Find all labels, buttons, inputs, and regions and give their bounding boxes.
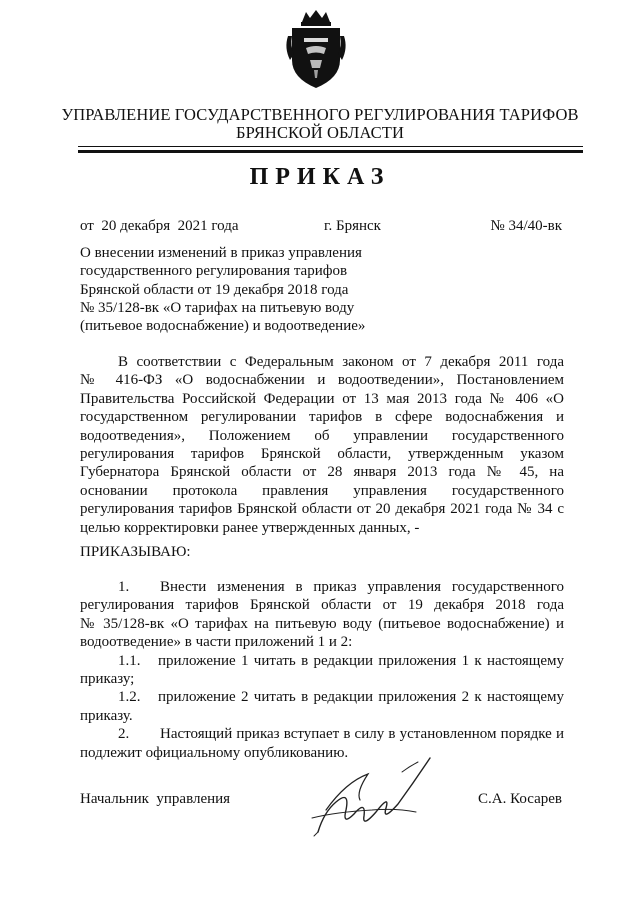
item-text: приложение 1 читать в редакции приложения 1 к настоящему [158, 652, 564, 669]
document-city: г. Брянск [324, 218, 381, 234]
item-text-line: приказу; [80, 671, 135, 688]
preamble-line: Губернатора Брянской области от 28 января 2013 года № 45, на [80, 464, 564, 481]
preamble-line: целью корректировки ранее утвержденных данных, - [80, 519, 420, 536]
document-date: от 20 декабря 2021 года [80, 218, 239, 234]
item-1 [80, 578, 564, 596]
preamble-paragraph [80, 353, 564, 537]
subject-line: Брянской области от 19 декабря 2018 года [80, 281, 349, 298]
item-number: 1.2. [118, 689, 141, 706]
preamble-line: основании протокола правления управления государственного [80, 482, 564, 499]
header-divider-thick [78, 150, 583, 153]
item-number: 1.1. [118, 652, 141, 669]
subject-line: государственного регулирования тарифов [80, 263, 348, 280]
subject-line: (питьевое водоснабжение) и водоотведение» [80, 318, 366, 335]
item-text: Настоящий приказ вступает в силу в установленном порядке и [160, 726, 564, 743]
document-subject [80, 244, 400, 335]
signatory-position: Начальник управления [80, 791, 231, 807]
item-number: 2. [118, 726, 130, 743]
subject-line: № 35/128-вк «О тарифах на питьевую воду [80, 299, 355, 316]
signatory-name: С.А. Косарев [478, 791, 562, 807]
preamble-line: регулирования тарифов Брянской области от 20 декабря 2021 года № 34 с [80, 501, 564, 518]
order-word: ПРИКАЗЫВАЮ: [80, 544, 191, 560]
item-text-line: водоотведение» в части приложений 1 и 2: [80, 634, 353, 651]
document-number: № 34/40-вк [490, 218, 562, 234]
item-text-line: подлежит официальному опубликованию. [80, 744, 349, 761]
item-text-line: № 35/128-вк «О тарифах на питьевую воду (питьевое водоснабжение) и [80, 615, 564, 632]
order-items [80, 578, 564, 762]
item-text: Внести изменения в приказ управления государственного [160, 579, 564, 595]
subject-line: О внесении изменений в приказ управления [80, 245, 362, 261]
document-type-title: ПРИКАЗ [249, 164, 391, 190]
preamble-line: № 416-ФЗ «О водоснабжении и водоотведении», Постановлением [80, 372, 564, 389]
item-1-1 [80, 652, 564, 670]
item-number: 1. [118, 579, 130, 595]
preamble-line: водоотведения», Положением об управлении государственного [80, 427, 564, 444]
preamble-line: В соответствии с Федеральным законом от 7 декабря 2011 года [118, 354, 564, 370]
organization-title-line-1: УПРАВЛЕНИЕ ГОСУДАРСТВЕННОГО РЕГУЛИРОВАНИЯ ТАРИФОВ [61, 105, 579, 124]
item-2 [80, 725, 564, 743]
coat-of-arms-icon [284, 8, 348, 90]
header-divider-thin [78, 146, 583, 147]
item-text-line: приказу. [80, 707, 133, 724]
item-text: приложение 2 читать в редакции приложения 2 к настоящему [158, 689, 564, 706]
preamble-line: регулирования тарифов Брянской области, утвержденным указом [80, 446, 564, 463]
item-text-line: регулирования тарифов Брянской области от 19 декабря 2018 года [80, 597, 564, 614]
item-1-2 [80, 688, 564, 706]
handwritten-signature-icon [306, 752, 436, 842]
preamble-line: государственном регулировании тарифов в сфере водоснабжения и [80, 409, 564, 426]
organization-title-line-2: БРЯНСКОЙ ОБЛАСТИ [236, 123, 404, 142]
preamble-line: Правительства Российской Федерации от 13 мая 2013 года № 406 «О [80, 390, 564, 407]
